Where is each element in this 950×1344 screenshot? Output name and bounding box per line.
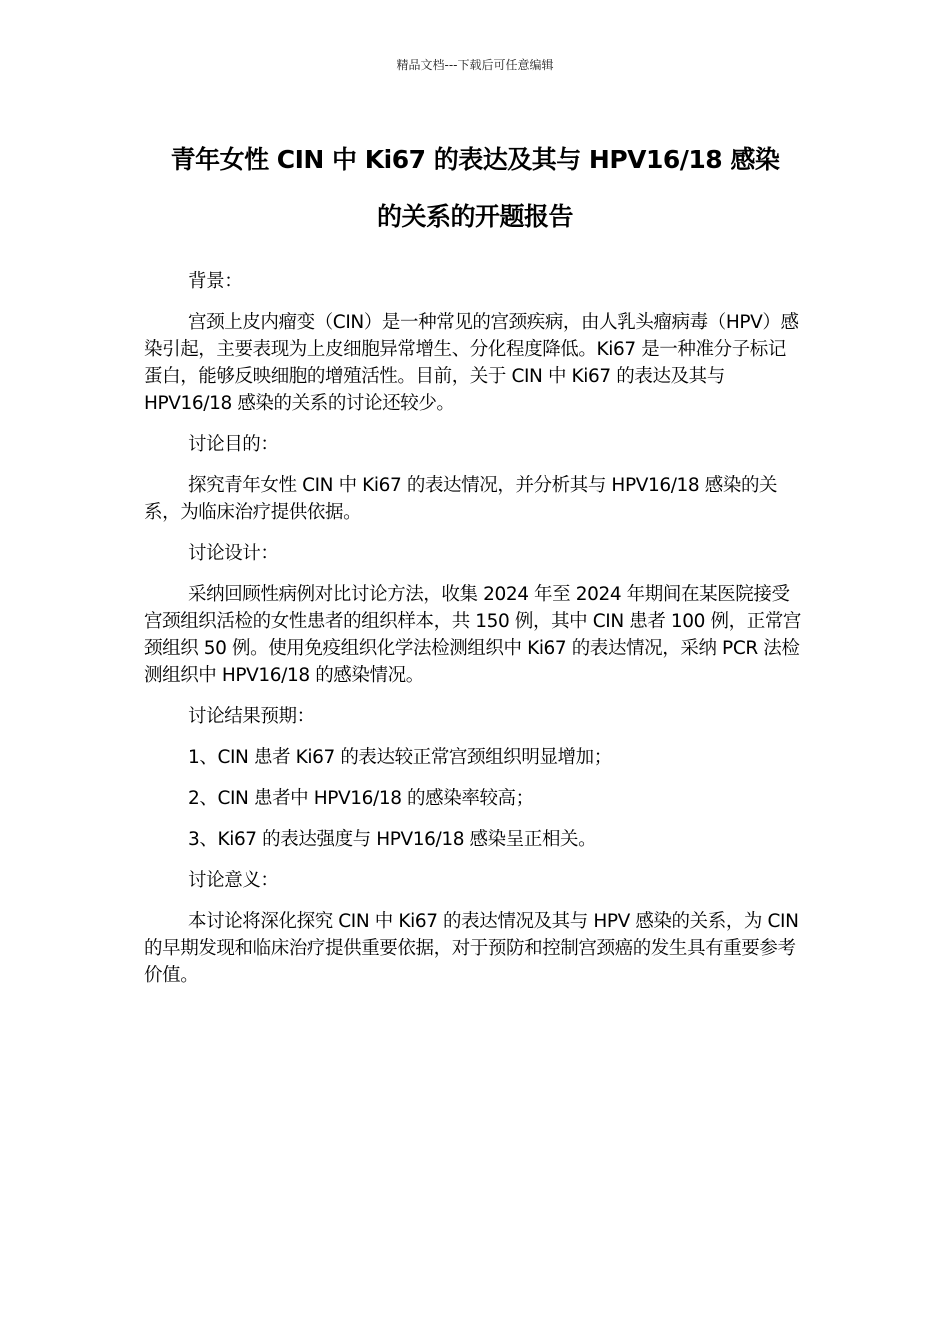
design-heading: 讨论设计： — [188, 543, 279, 564]
design-paragraph: 采纳回顾性病例对比讨论方法，收集 2024 年至 2024 年期间在某医院接受宫颈组织活检的女性患者的组织样本，共 150 例，其中 CIN 患者 100 例，正常宫颈组织 50 例。使用免疫组织化学法检测组织中 Ki67 的表达情况，采纳 PCR 法检测组织中 HPV16/18 的感染情况。 — [144, 584, 802, 686]
document-body — [144, 268, 804, 1003]
background-heading: 背景： — [188, 271, 243, 292]
purpose-paragraph: 探究青年女性 CIN 中 Ki67 的表达情况，并分析其与 HPV16/18 感染的关系，为临床治疗提供依据。 — [144, 475, 778, 523]
expected-item-1: 1、CIN 患者 Ki67 的表达较正常宫颈组织明显增加； — [188, 747, 612, 768]
significance-heading: 讨论意义： — [188, 870, 279, 891]
expected-item-2: 2、CIN 患者中 HPV16/18 的感染率较高； — [188, 788, 534, 809]
title-line-1: 青年女性 CIN 中 Ki67 的表达及其与 HPV16/18 感染 — [170, 145, 780, 174]
expected-heading: 讨论结果预期： — [188, 706, 315, 727]
page-header: 精品文档---下载后可任意编辑 — [396, 58, 554, 72]
expected-item-3: 3、Ki67 的表达强度与 HPV16/18 感染呈正相关。 — [188, 829, 597, 850]
purpose-heading: 讨论目的： — [188, 434, 279, 455]
significance-paragraph: 本讨论将深化探究 CIN 中 Ki67 的表达情况及其与 HPV 感染的关系，为 CIN 的早期发现和临床治疗提供重要依据，对于预防和控制宫颈癌的发生具有重要参考价值。 — [144, 911, 799, 986]
document-title — [120, 131, 830, 245]
title-line-2: 的关系的开题报告 — [376, 202, 573, 231]
background-paragraph: 宫颈上皮内瘤变（CIN）是一种常见的宫颈疾病，由人乳头瘤病毒（HPV）感染引起，主要表现为上皮细胞异常增生、分化程度降低。Ki67 是一种准分子标记蛋白，能够反映细胞的增殖活性。目前，关于 CIN 中 Ki67 的表达及其与 HPV16/18 感染的关系的讨论还较少。 — [144, 312, 799, 414]
